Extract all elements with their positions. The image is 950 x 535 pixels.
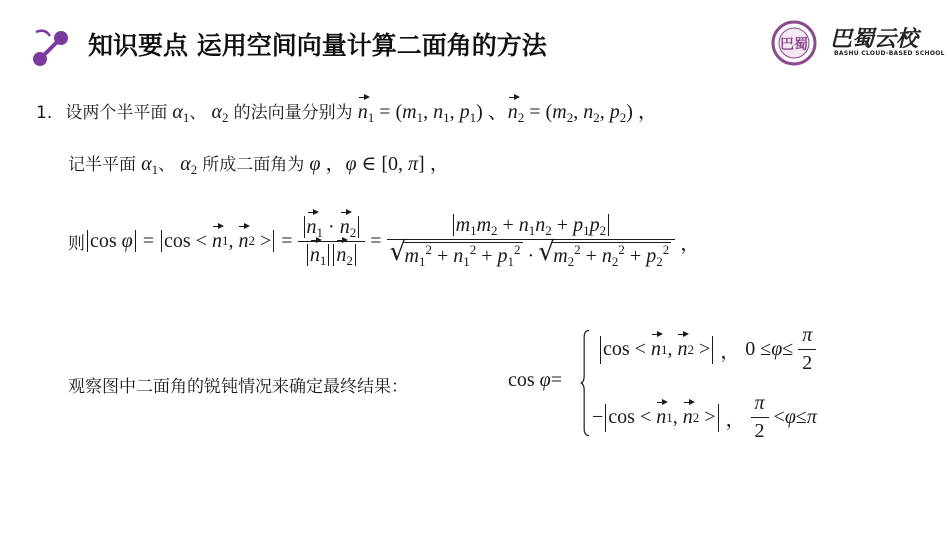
formula-alpha2b: $\alpha_2$: [180, 153, 198, 177]
page-title: 知识要点 运用空间向量计算二面角的方法: [88, 31, 547, 60]
case-sep-1: ，: [720, 341, 741, 363]
school-logo-en: BASHU CLOUD-BASED SCHOOL: [834, 50, 945, 57]
line1-mid: 的法向量分别为: [233, 103, 353, 123]
formula-cos-phi-lhs: cos φ=: [508, 369, 563, 391]
piecewise-brace: [580, 318, 590, 448]
svg-text:巴蜀: 巴蜀: [780, 37, 808, 53]
line-3: [68, 196, 700, 286]
formula-alpha-pair: $\alpha_1$: [141, 153, 159, 177]
item-number: 1.: [36, 103, 53, 123]
formula-phi-range: φ ，φ ∈ [0, π] ，: [309, 153, 450, 175]
formula-fraction-coords: $m_1m_2 + n_1n_2 + p_1p_2$ √ $m_1^2 + n_1^2 + p_1^2$ · √ $m_2^2 + n_2^2 + p_2^2$: [387, 214, 676, 268]
case-acute: cos < n 1 , n 2 > ， 0 ≤ φ ≤ $\frac{\pi}{2}$: [598, 324, 816, 375]
title-bullet-icon: [30, 26, 74, 70]
school-logo: [764, 20, 945, 66]
formula-cos-phi: cos φ = cos < n 1 , n 2 > = $\frac{n_1 \cdot n_2}{n_1 n_2}$ = $m_1m_2 + n_1n_2 + p_1p_2$ √ $m_1^2 + n_1^2 + p_1^2$ · √ $m_2^2 + n_2^2 + p_2^2$ ，: [85, 214, 700, 268]
formula-normal-vectors: $n_1 = (m_1$, $n_1$, $p_1$) 、$n_2 = (m_2$, $n_2$, $p_2$) ，: [357, 101, 658, 125]
line2-text: 记半平面: [68, 155, 136, 175]
school-seal-icon: [764, 20, 824, 66]
sep: 、: [158, 155, 176, 175]
formula-alpha2: $\alpha_2$: [211, 101, 229, 125]
line-2: [68, 147, 450, 176]
case-sep-2: ，: [725, 409, 746, 431]
case-obtuse: − cos < n 1 , n 2 > ， $\frac{\pi}{2}$ < φ ≤ π: [592, 392, 817, 442]
school-logo-cn: 巴蜀云校: [830, 26, 919, 52]
line2-mid: 所成二面角为: [202, 155, 305, 175]
formula-alpha1: $\alpha_1$: [172, 101, 190, 125]
line4-text: 观察图中二面角的锐钝情况来确定最终结果：: [68, 377, 408, 397]
line3-prefix: 则: [68, 233, 85, 254]
formula-fraction-vectors: $\frac{n_1 \cdot n_2}{n_1 n_2}$: [298, 216, 366, 267]
line-1: [36, 95, 658, 124]
line1-text: 设两个半平面: [65, 103, 168, 123]
sep: 、: [189, 103, 207, 123]
